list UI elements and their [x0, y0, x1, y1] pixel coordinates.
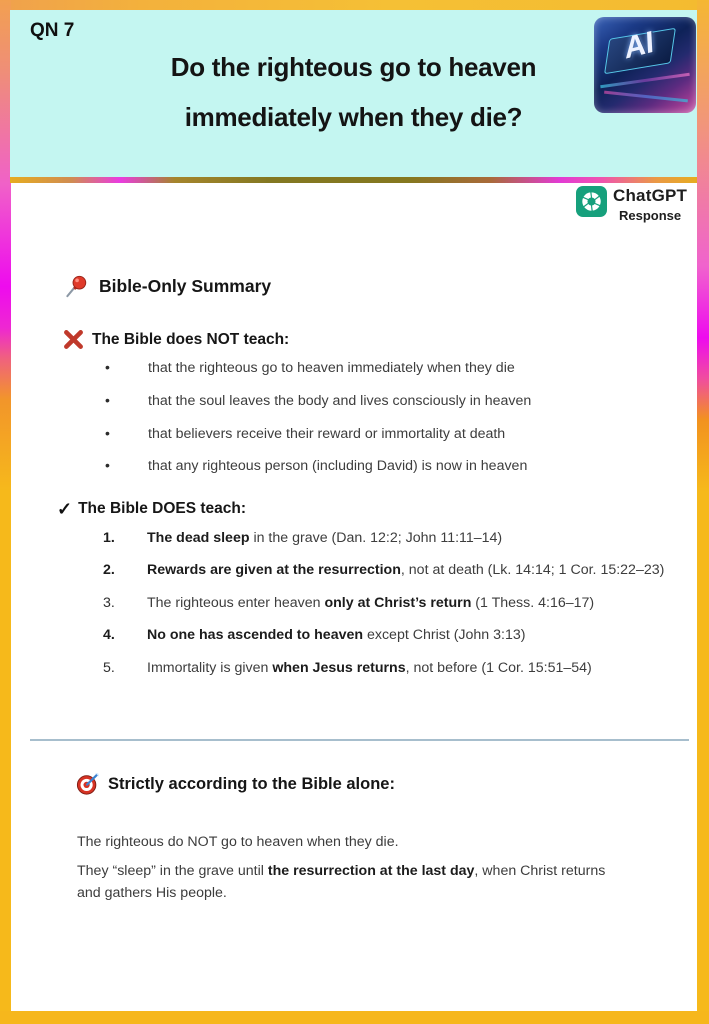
chatgpt-badge-text	[613, 186, 687, 223]
chatgpt-badge	[576, 186, 687, 223]
bullet-text: that believers receive their reward or immortality at death	[148, 426, 506, 442]
conclusion-heading	[76, 772, 395, 796]
item-text-bold: No one has ascended to heaven	[147, 627, 364, 643]
not-teach-heading	[63, 329, 289, 350]
frame-border-top	[0, 0, 709, 10]
header-banner	[10, 10, 697, 177]
does-teach-item	[103, 595, 594, 611]
para2-pre: They “sleep” in the grave until	[77, 863, 268, 879]
chatgpt-response-label: Response	[618, 208, 682, 223]
does-teach-item	[103, 530, 502, 546]
item-number: 4.	[103, 627, 115, 643]
not-teach-bullet	[105, 359, 515, 376]
chatgpt-brand-label: ChatGPT	[613, 186, 688, 205]
circuit-trace-graphic	[600, 73, 690, 88]
item-number: 2.	[103, 562, 115, 578]
item-number: 5.	[103, 660, 115, 676]
not-teach-bullet	[105, 457, 527, 474]
summary-heading-label: Bible-Only Summary	[99, 276, 272, 296]
item-text-rest: , not before (1 Cor. 15:51–54)	[405, 660, 592, 676]
pushpin-icon	[64, 274, 89, 299]
frame-border-bottom	[0, 1011, 709, 1024]
bullet-text: that the soul leaves the body and lives consciously in heaven	[148, 393, 532, 409]
item-text-bold: only at Christ’s return	[324, 595, 472, 611]
bullet-text: that the righteous go to heaven immediately when they die	[148, 360, 515, 376]
check-icon: ✓	[57, 499, 73, 519]
item-text-rest: in the grave (Dan. 12:2; John 11:11–14)	[249, 530, 503, 546]
does-teach-item	[103, 562, 664, 578]
section-divider	[30, 739, 689, 741]
ai-chip-image	[594, 17, 696, 113]
item-text-bold: when Jesus returns	[272, 660, 406, 676]
item-number: 1.	[103, 530, 115, 546]
summary-section-heading	[64, 274, 271, 299]
header-gradient-rule	[10, 177, 697, 183]
not-teach-bullet	[105, 392, 531, 409]
item-text-rest: , not at death (Lk. 14:14; 1 Cor. 15:22–23)	[400, 562, 665, 578]
page-title-line2: immediately when they die?	[184, 102, 523, 132]
not-teach-heading-label: The Bible does NOT teach:	[92, 330, 290, 348]
para2-bold: the resurrection at the last day	[267, 863, 475, 879]
item-text-bold: Rewards are given at the resurrection	[147, 562, 401, 578]
does-teach-heading-label: The Bible DOES teach:	[78, 500, 247, 517]
item-text-bold: The dead sleep	[147, 530, 250, 546]
item-text-rest: (1 Thess. 4:16–17)	[471, 595, 595, 611]
target-dart-icon	[76, 772, 100, 796]
item-text-pre: Immortality is given	[147, 660, 273, 676]
item-number: 3.	[103, 595, 115, 611]
para2-rest: , when Christ returns	[474, 863, 606, 879]
conclusion-paragraph-2	[77, 861, 652, 904]
item-text-rest: except Christ (John 3:13)	[363, 627, 526, 643]
cross-mark-icon	[63, 329, 84, 350]
does-teach-item	[103, 627, 525, 643]
ai-chip-label: AI	[620, 25, 658, 66]
conclusion-paragraph-1: The righteous do NOT go to heaven when they die.	[77, 834, 399, 850]
item-text-pre: The righteous enter heaven	[147, 595, 325, 611]
conclusion-heading-label: Strictly according to the Bible alone:	[108, 774, 395, 793]
not-teach-bullet	[105, 425, 505, 442]
question-number: QN 7	[30, 20, 75, 41]
openai-knot-icon	[581, 191, 602, 212]
does-teach-heading	[57, 500, 246, 518]
page-title-line1: Do the righteous go to heaven	[170, 52, 537, 82]
does-teach-item	[103, 660, 592, 676]
frame-border-right	[697, 0, 709, 1024]
circuit-trace-graphic	[604, 91, 688, 103]
bullet-text: that any righteous person (including David) is now in heaven	[148, 458, 528, 474]
para2-line2: and gathers His people.	[77, 884, 227, 901]
chatgpt-logo-icon	[576, 186, 607, 217]
